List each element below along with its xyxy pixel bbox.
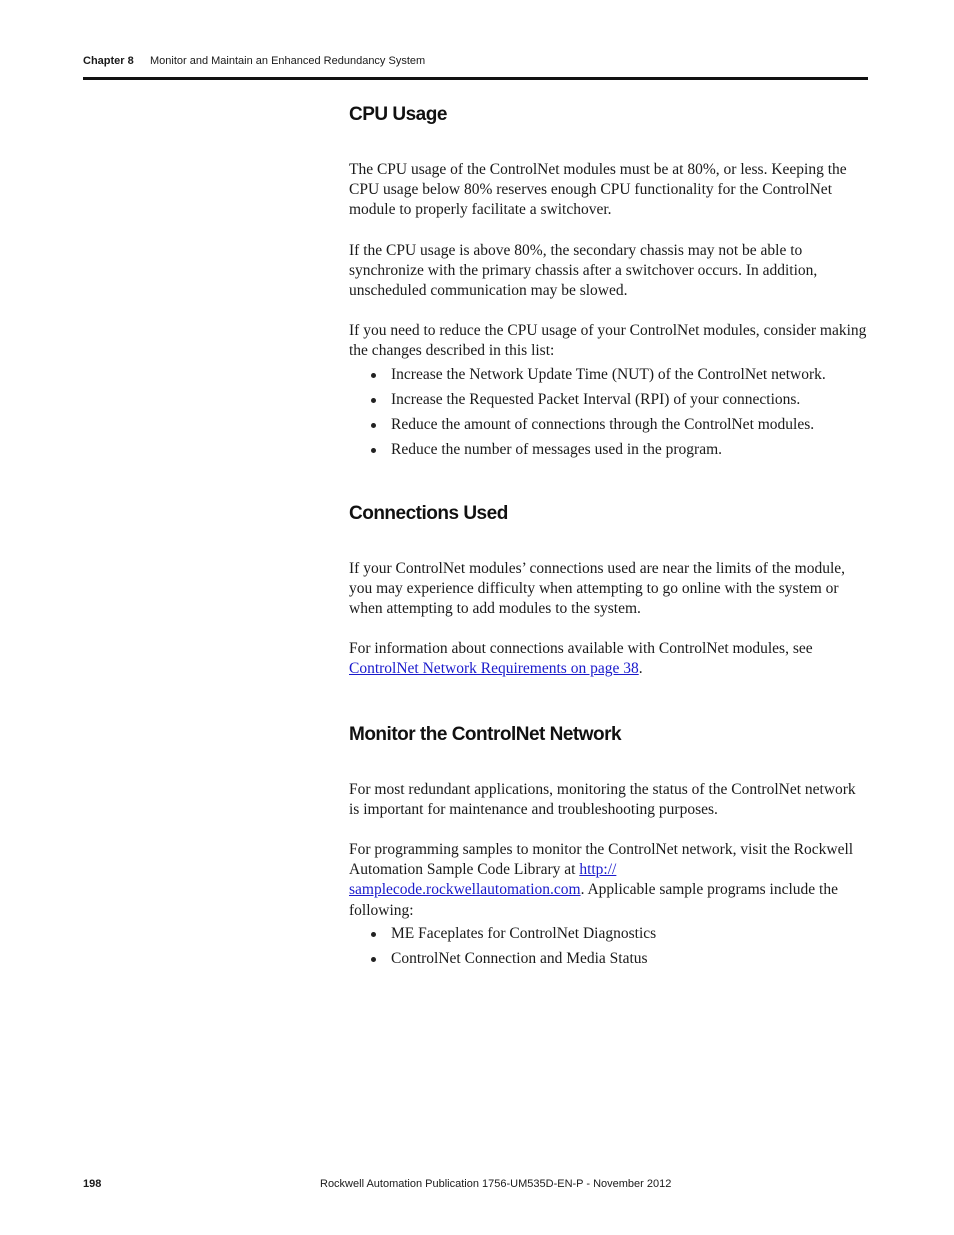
bullet-icon <box>371 448 376 453</box>
list-item: Reduce the amount of connections through the ControlNet modules. <box>349 412 869 437</box>
cpu-usage-paragraph-1: The CPU usage of the ControlNet modules must be at 80%, or less. Keeping the CPU usage below 80% reserves enough CPU functionality for the ControlNet module to properly facilitate a switchover. <box>349 161 847 219</box>
sample-programs-list <box>349 921 869 971</box>
heading-cpu-usage: CPU Usage <box>349 104 447 125</box>
page-header <box>83 53 868 80</box>
bullet-icon <box>371 373 376 378</box>
heading-connections-used: Connections Used <box>349 502 508 524</box>
connections-paragraph-2: For information about connections available with ControlNet modules, see ControlNet Network Requirements on page 38. <box>349 640 813 678</box>
cpu-usage-paragraph-3: If you need to reduce the CPU usage of your ControlNet modules, consider making the changes described in this list: <box>349 322 867 360</box>
heading-monitor-network: Monitor the ControlNet Network <box>349 723 622 745</box>
monitor-paragraph-2: For programming samples to monitor the ControlNet network, visit the Rockwell Automation Sample Code Library at http:// samplecode.rockwellautomation.com. Applicable sample programs include the following: <box>349 841 854 919</box>
list-item: Increase the Requested Packet Interval (RPI) of your connections. <box>349 387 869 412</box>
list-item: ME Faceplates for ControlNet Diagnostics <box>349 921 869 946</box>
sample-code-link[interactable]: http:// samplecode.rockwellautomation.com <box>349 861 617 899</box>
chapter-label: Chapter 8 <box>83 55 134 67</box>
cpu-usage-paragraph-2: If the CPU usage is above 80%, the secondary chassis may not be able to synchronize with the primary chassis after a switchover occurs. In addition, unscheduled communication may be slowed. <box>349 241 818 300</box>
publication-info: Rockwell Automation Publication 1756-UM535D-EN-P - November 2012 <box>320 1178 672 1190</box>
main-content <box>349 103 869 971</box>
page-footer <box>83 1176 868 1194</box>
chapter-title: Monitor and Maintain an Enhanced Redundancy System <box>150 55 426 67</box>
monitor-paragraph-1: For most redundant applications, monitoring the status of the ControlNet network is important for maintenance and troubleshooting purposes. <box>349 780 856 818</box>
bullet-icon <box>371 957 376 962</box>
bullet-icon <box>371 423 376 428</box>
controlnet-requirements-link[interactable]: ControlNet Network Requirements on page 38 <box>349 660 639 678</box>
list-item: Reduce the number of messages used in the program. <box>349 437 869 462</box>
bullet-icon <box>371 932 376 937</box>
page-number: 198 <box>83 1178 102 1190</box>
list-item: Increase the Network Update Time (NUT) of the ControlNet network. <box>349 362 869 387</box>
connections-paragraph-1: If your ControlNet modules’ connections used are near the limits of the module, you may experience difficulty when attempting to go online with the system or when attempting to add modules to the system. <box>349 559 846 618</box>
list-item: ControlNet Connection and Media Status <box>349 946 869 971</box>
bullet-icon <box>371 398 376 403</box>
cpu-usage-list <box>349 362 869 462</box>
